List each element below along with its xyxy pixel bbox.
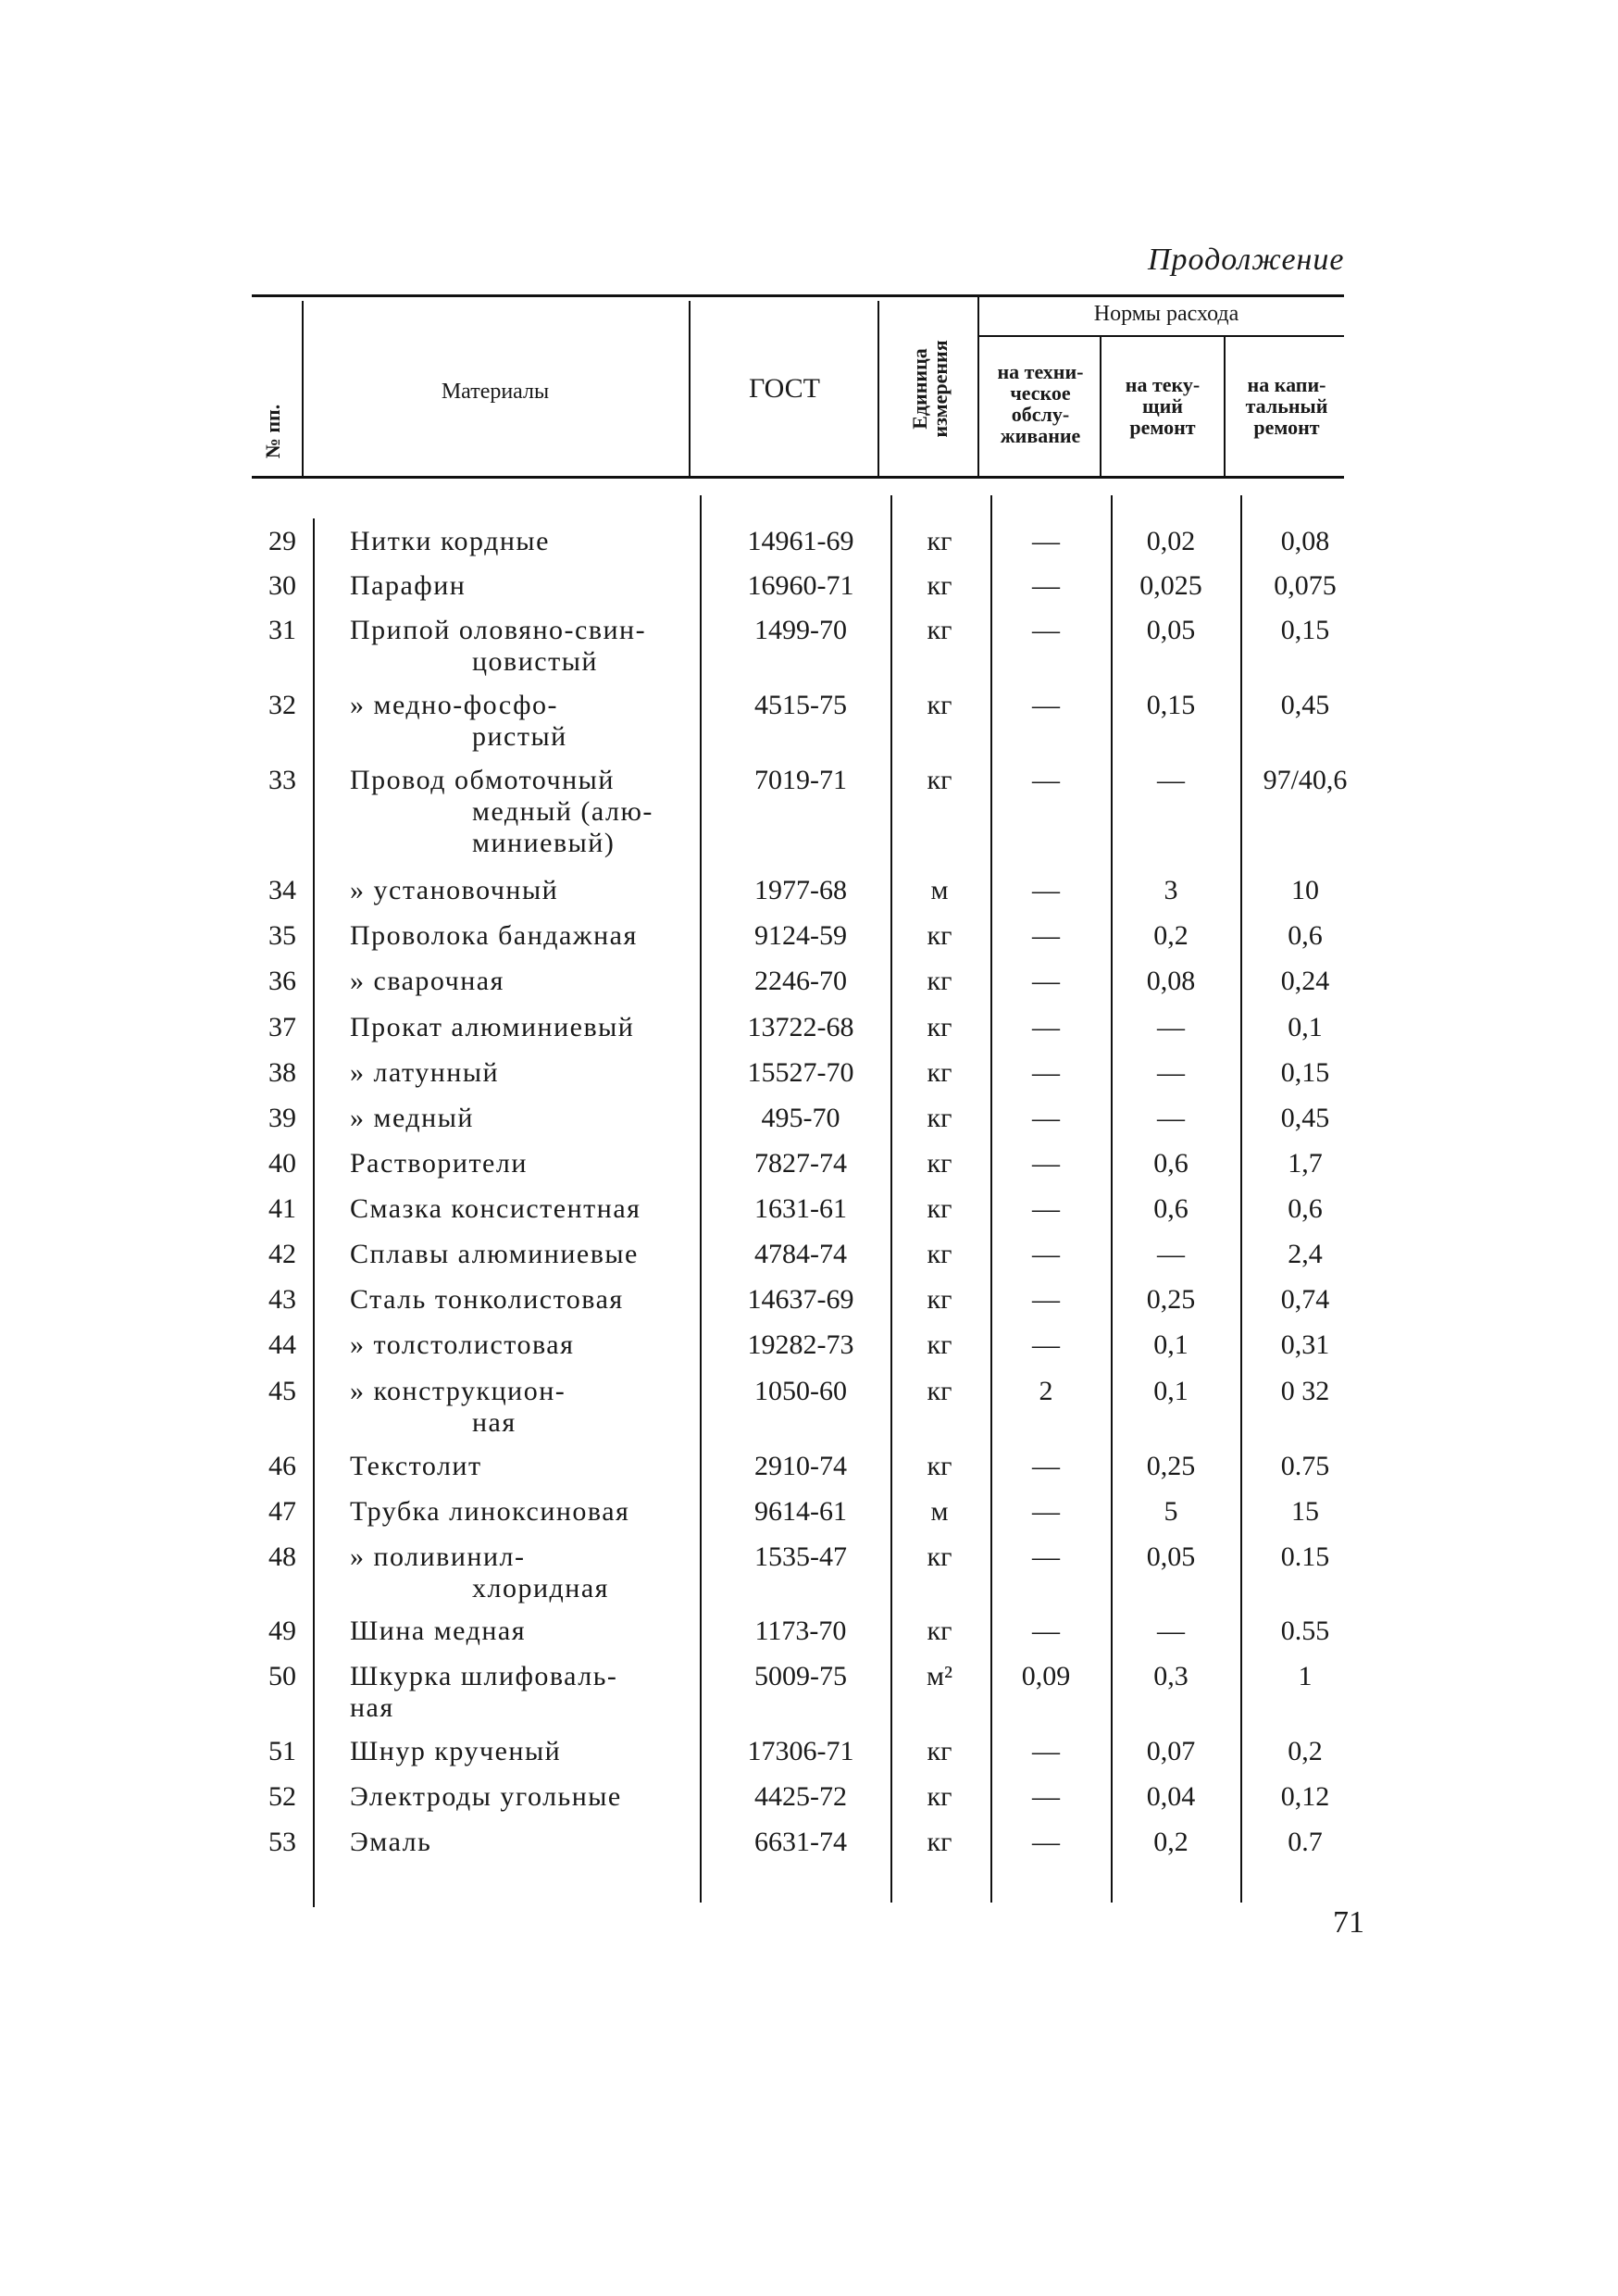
- row-number: 35: [268, 920, 296, 951]
- row-number: 44: [268, 1329, 296, 1360]
- row-norm-capital-repair: 0,45: [1280, 690, 1330, 720]
- material-line: Провод обмоточный: [350, 765, 615, 795]
- row-material: [350, 1736, 692, 1767]
- row-material: [350, 1827, 692, 1858]
- row-norm-current-repair: 0,08: [1146, 966, 1196, 996]
- header-norm3: на капи- тальный ремонт: [1245, 373, 1328, 439]
- row-norm-capital-repair: 0 32: [1280, 1376, 1330, 1406]
- material-line: Сталь тонколистовая: [350, 1284, 624, 1315]
- header-unit-line2: измерения: [928, 340, 952, 438]
- body-col-sep-2: [700, 495, 702, 1903]
- row-unit: кг: [927, 765, 952, 795]
- row-norm-capital-repair: 0,12: [1280, 1781, 1330, 1812]
- row-material: [350, 1376, 692, 1439]
- row-unit: кг: [927, 1193, 952, 1224]
- row-number: 52: [268, 1781, 296, 1812]
- material-line: Смазка консистентная: [350, 1193, 641, 1224]
- row-material: [350, 1239, 692, 1270]
- row-unit: кг: [927, 1827, 952, 1857]
- row-material: [350, 1329, 692, 1361]
- row-material: [350, 875, 692, 906]
- header-bottom-rule: [252, 476, 1344, 479]
- row-norm-maintenance: —: [1032, 570, 1060, 601]
- row-unit: м²: [927, 1661, 952, 1691]
- row-norm-current-repair: 0,04: [1146, 1781, 1196, 1812]
- row-gost: 495-70: [761, 1103, 840, 1133]
- row-norm-maintenance: —: [1032, 1736, 1060, 1766]
- material-line: » поливинил-: [350, 1541, 526, 1572]
- row-norm-maintenance: —: [1032, 1284, 1060, 1315]
- row-norm-maintenance: —: [1032, 920, 1060, 951]
- row-norm-current-repair: 0,15: [1146, 690, 1196, 720]
- row-norm-maintenance: —: [1032, 875, 1060, 905]
- row-norm-current-repair: —: [1157, 1057, 1185, 1088]
- material-line: Шина медная: [350, 1616, 527, 1646]
- row-number: 39: [268, 1103, 296, 1133]
- row-gost: 4425-72: [754, 1781, 847, 1812]
- row-norm-current-repair: 0,6: [1153, 1193, 1189, 1224]
- row-unit: кг: [927, 1451, 952, 1481]
- row-gost: 4784-74: [754, 1239, 847, 1269]
- row-unit: кг: [927, 1239, 952, 1269]
- row-norm-capital-repair: 0,1: [1288, 1012, 1323, 1042]
- row-number: 41: [268, 1193, 296, 1224]
- header-gost: ГОСТ: [749, 373, 820, 404]
- row-gost: 6631-74: [754, 1827, 847, 1857]
- row-number: 43: [268, 1284, 296, 1315]
- row-material: [350, 966, 692, 997]
- row-unit: кг: [927, 1148, 952, 1179]
- material-line: » медно-фосфо-: [350, 690, 559, 720]
- row-norm-capital-repair: 0,08: [1280, 526, 1330, 556]
- row-gost: 7019-71: [754, 765, 847, 795]
- row-norm-current-repair: —: [1157, 1239, 1185, 1269]
- row-unit: кг: [927, 1781, 952, 1812]
- row-norm-capital-repair: 10: [1291, 875, 1319, 905]
- row-gost: 1173-70: [754, 1616, 847, 1646]
- row-gost: 1535-47: [754, 1541, 847, 1572]
- row-norm-maintenance: —: [1032, 526, 1060, 556]
- row-gost: 15527-70: [747, 1057, 854, 1088]
- row-number: 38: [268, 1057, 296, 1088]
- continuation-label: Продолжение: [1148, 243, 1345, 277]
- row-number: 42: [268, 1239, 296, 1269]
- row-gost: 7827-74: [754, 1148, 847, 1179]
- material-line: » установочный: [350, 875, 559, 905]
- row-norm-current-repair: 5: [1164, 1496, 1178, 1527]
- row-gost: 1631-61: [754, 1193, 847, 1224]
- row-gost: 13722-68: [747, 1012, 854, 1042]
- row-norm-maintenance: —: [1032, 615, 1060, 645]
- row-gost: 16960-71: [747, 570, 854, 601]
- row-unit: м: [930, 1496, 949, 1527]
- row-material: [350, 1012, 692, 1043]
- row-norm-capital-repair: 0.75: [1280, 1451, 1330, 1481]
- row-norm-current-repair: 0,2: [1153, 920, 1189, 951]
- material-line: цовистый: [472, 646, 598, 677]
- material-line: ристый: [472, 721, 567, 752]
- row-gost: 9614-61: [754, 1496, 847, 1527]
- row-norm-capital-repair: 0,15: [1280, 615, 1330, 645]
- row-gost: 9124-59: [754, 920, 847, 951]
- row-number: 46: [268, 1451, 296, 1481]
- row-number: 51: [268, 1736, 296, 1766]
- header-col-sep-1: [302, 301, 304, 477]
- row-unit: кг: [927, 526, 952, 556]
- material-line: ная: [350, 1692, 394, 1723]
- row-unit: кг: [927, 1103, 952, 1133]
- material-line: Текстолит: [350, 1451, 482, 1481]
- row-norm-current-repair: 0,05: [1146, 615, 1196, 645]
- row-material: [350, 1541, 692, 1604]
- row-number: 47: [268, 1496, 296, 1527]
- material-line: Припой оловяно-свин-: [350, 615, 647, 645]
- header-col-sep-3: [877, 301, 879, 477]
- header-num: № пп.: [261, 404, 284, 459]
- row-gost: 19282-73: [747, 1329, 854, 1360]
- row-material: [350, 526, 692, 557]
- material-line: Электроды угольные: [350, 1781, 622, 1812]
- row-norm-capital-repair: 0.15: [1280, 1541, 1330, 1572]
- row-number: 37: [268, 1012, 296, 1042]
- material-line: ная: [472, 1407, 517, 1438]
- material-line: Шкурка шлифоваль-: [350, 1661, 618, 1691]
- row-norm-capital-repair: 0,6: [1288, 920, 1323, 951]
- row-norm-current-repair: —: [1157, 1616, 1185, 1646]
- row-gost: 2910-74: [754, 1451, 847, 1481]
- row-norm-maintenance: —: [1032, 1496, 1060, 1527]
- row-material: [350, 615, 692, 678]
- row-gost: 14637-69: [747, 1284, 854, 1315]
- row-norm-capital-repair: 15: [1291, 1496, 1319, 1527]
- row-norm-maintenance: —: [1032, 1329, 1060, 1360]
- row-norm-maintenance: —: [1032, 1541, 1060, 1572]
- row-number: 53: [268, 1827, 296, 1857]
- row-norm-maintenance: —: [1032, 966, 1060, 996]
- material-line: » сварочная: [350, 966, 504, 996]
- row-norm-maintenance: —: [1032, 1827, 1060, 1857]
- header-top-rule: [252, 294, 1344, 297]
- row-gost: 14961-69: [747, 526, 854, 556]
- row-norm-current-repair: 0,6: [1153, 1148, 1189, 1179]
- row-gost: 4515-75: [754, 690, 847, 720]
- row-unit: кг: [927, 966, 952, 996]
- row-gost: 17306-71: [747, 1736, 854, 1766]
- row-norm-maintenance: —: [1032, 765, 1060, 795]
- row-material: [350, 1616, 692, 1647]
- row-material: [350, 920, 692, 952]
- row-unit: кг: [927, 1541, 952, 1572]
- header-unit: [881, 310, 974, 472]
- row-unit: кг: [927, 615, 952, 645]
- row-norm-current-repair: 0,1: [1153, 1376, 1189, 1406]
- row-norm-current-repair: 0,02: [1146, 526, 1196, 556]
- row-gost: 1499-70: [754, 615, 847, 645]
- material-line: » толстолистовая: [350, 1329, 575, 1360]
- row-norm-current-repair: 0,07: [1146, 1736, 1196, 1766]
- row-norm-capital-repair: 0,24: [1280, 966, 1330, 996]
- row-material: [350, 1781, 692, 1813]
- material-line: » медный: [350, 1103, 474, 1133]
- row-unit: кг: [927, 1616, 952, 1646]
- row-number: 45: [268, 1376, 296, 1406]
- row-norm-capital-repair: 0,075: [1274, 570, 1337, 601]
- row-material: [350, 1661, 692, 1724]
- row-norm-capital-repair: 97/40,6: [1263, 765, 1348, 795]
- header-col-sep-4: [977, 296, 979, 477]
- row-norm-maintenance: 0,09: [1021, 1661, 1071, 1691]
- row-material: [350, 1496, 692, 1528]
- row-norm-capital-repair: 0,15: [1280, 1057, 1330, 1088]
- row-norm-maintenance: —: [1032, 1239, 1060, 1269]
- row-norm-capital-repair: 0,45: [1280, 1103, 1330, 1133]
- row-norm-maintenance: —: [1032, 1012, 1060, 1042]
- row-material: [350, 765, 692, 859]
- row-norm-maintenance: —: [1032, 1103, 1060, 1133]
- material-line: Нитки кордные: [350, 526, 550, 556]
- row-gost: 1977-68: [754, 875, 847, 905]
- page-number: 71: [1333, 1905, 1364, 1940]
- row-norm-current-repair: 0,2: [1153, 1827, 1189, 1857]
- row-norm-current-repair: —: [1157, 765, 1185, 795]
- row-norm-maintenance: —: [1032, 1057, 1060, 1088]
- row-norm-current-repair: 0,1: [1153, 1329, 1189, 1360]
- row-material: [350, 1284, 692, 1316]
- body-col-sep-1: [313, 518, 315, 1907]
- row-number: 50: [268, 1661, 296, 1691]
- row-number: 29: [268, 526, 296, 556]
- header-col-sep-5: [1100, 337, 1101, 477]
- row-number: 40: [268, 1148, 296, 1179]
- row-unit: кг: [927, 1012, 952, 1042]
- material-line: Растворители: [350, 1148, 528, 1179]
- material-line: хлоридная: [472, 1573, 609, 1603]
- material-line: Парафин: [350, 570, 467, 601]
- header-norm2: на теку- щий ремонт: [1125, 373, 1201, 439]
- material-line: миниевый): [472, 828, 616, 858]
- row-norm-current-repair: 0,05: [1146, 1541, 1196, 1572]
- row-gost: 2246-70: [754, 966, 847, 996]
- row-number: 30: [268, 570, 296, 601]
- row-norm-maintenance: 2: [1039, 1376, 1053, 1406]
- header-norms: Нормы расхода: [1093, 302, 1239, 326]
- row-number: 48: [268, 1541, 296, 1572]
- row-material: [350, 1057, 692, 1089]
- row-norm-current-repair: 0,25: [1146, 1284, 1196, 1315]
- row-number: 32: [268, 690, 296, 720]
- row-unit: кг: [927, 920, 952, 951]
- header-unit-line1: Единица: [908, 348, 931, 430]
- material-line: Трубка линоксиновая: [350, 1496, 630, 1527]
- row-norm-capital-repair: 0,2: [1288, 1736, 1323, 1766]
- row-norm-capital-repair: 0.55: [1280, 1616, 1330, 1646]
- row-norm-maintenance: —: [1032, 1148, 1060, 1179]
- material-line: Эмаль: [350, 1827, 432, 1857]
- material-line: » латунный: [350, 1057, 500, 1088]
- material-line: Прокат алюминиевый: [350, 1012, 635, 1042]
- row-norm-capital-repair: 0,31: [1280, 1329, 1330, 1360]
- row-material: [350, 1148, 692, 1179]
- row-number: 33: [268, 765, 296, 795]
- row-unit: кг: [927, 690, 952, 720]
- header-norm1: на техни- ческое обслу- живание: [997, 360, 1084, 447]
- row-unit: кг: [927, 1329, 952, 1360]
- row-material: [350, 1193, 692, 1225]
- row-norm-capital-repair: 0,74: [1280, 1284, 1330, 1315]
- material-line: медный (алю-: [472, 796, 653, 827]
- row-unit: кг: [927, 1376, 952, 1406]
- row-norm-current-repair: —: [1157, 1103, 1185, 1133]
- material-line: Шнур крученый: [350, 1736, 562, 1766]
- row-number: 34: [268, 875, 296, 905]
- row-norm-current-repair: 0,25: [1146, 1451, 1196, 1481]
- row-norm-capital-repair: 0,6: [1288, 1193, 1323, 1224]
- material-line: Проволока бандажная: [350, 920, 638, 951]
- header-col-sep-6: [1224, 337, 1226, 477]
- row-norm-maintenance: —: [1032, 1193, 1060, 1224]
- row-norm-maintenance: —: [1032, 1451, 1060, 1481]
- material-line: Сплавы алюминиевые: [350, 1239, 639, 1269]
- row-gost: 1050-60: [754, 1376, 847, 1406]
- row-number: 36: [268, 966, 296, 996]
- row-norm-capital-repair: 1,7: [1288, 1148, 1323, 1179]
- row-norm-capital-repair: 0.7: [1288, 1827, 1323, 1857]
- row-number: 49: [268, 1616, 296, 1646]
- row-unit: кг: [927, 1736, 952, 1766]
- row-unit: кг: [927, 1284, 952, 1315]
- row-material: [350, 1103, 692, 1134]
- row-norm-maintenance: —: [1032, 1616, 1060, 1646]
- row-unit: кг: [927, 1057, 952, 1088]
- row-norm-capital-repair: 2,4: [1288, 1239, 1323, 1269]
- row-norm-capital-repair: 1: [1298, 1661, 1313, 1691]
- row-norm-maintenance: —: [1032, 690, 1060, 720]
- row-norm-current-repair: 3: [1164, 875, 1178, 905]
- row-material: [350, 690, 692, 753]
- row-unit: кг: [927, 570, 952, 601]
- material-line: » конструкцион-: [350, 1376, 566, 1406]
- header-materials: Материалы: [441, 380, 550, 404]
- norms-divider-rule: [977, 335, 1344, 337]
- row-material: [350, 570, 692, 602]
- row-gost: 5009-75: [754, 1661, 847, 1691]
- row-material: [350, 1451, 692, 1482]
- row-norm-current-repair: —: [1157, 1012, 1185, 1042]
- row-number: 31: [268, 615, 296, 645]
- row-norm-maintenance: —: [1032, 1781, 1060, 1812]
- row-unit: м: [930, 875, 949, 905]
- row-norm-current-repair: 0,025: [1139, 570, 1202, 601]
- header-col-sep-2: [689, 301, 691, 477]
- row-norm-current-repair: 0,3: [1153, 1661, 1189, 1691]
